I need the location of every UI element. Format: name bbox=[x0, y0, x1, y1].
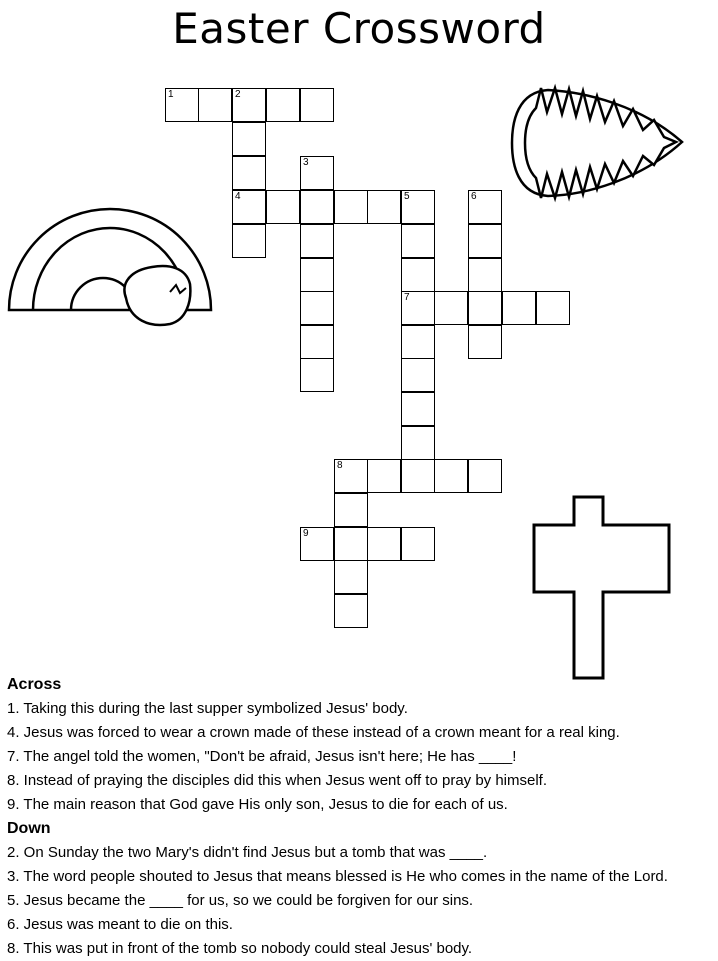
crossword-cell[interactable] bbox=[232, 122, 266, 156]
crossword-cell[interactable] bbox=[300, 258, 334, 292]
crossword-cell[interactable] bbox=[434, 459, 468, 493]
crossword-cell[interactable] bbox=[468, 258, 502, 292]
across-heading: Across bbox=[7, 676, 62, 693]
crossword-cell[interactable] bbox=[401, 224, 435, 258]
crossword-cell[interactable] bbox=[334, 493, 368, 527]
crossword-cell[interactable] bbox=[300, 190, 334, 224]
crossword-cell[interactable] bbox=[367, 190, 401, 224]
crossword-cell[interactable] bbox=[198, 88, 232, 122]
down-heading: Down bbox=[7, 820, 51, 837]
crossword-cell[interactable] bbox=[266, 88, 300, 122]
crossword-cell[interactable] bbox=[165, 88, 199, 122]
crossword-cell[interactable] bbox=[401, 291, 435, 325]
across-clue: 1. Taking this during the last supper symbolized Jesus' body. bbox=[7, 700, 408, 717]
crossword-cell[interactable] bbox=[367, 459, 401, 493]
crossword-cell[interactable] bbox=[300, 291, 334, 325]
crossword-cell[interactable] bbox=[401, 426, 435, 460]
crossword-cell[interactable] bbox=[334, 560, 368, 594]
crossword-cell[interactable] bbox=[502, 291, 536, 325]
crossword-cell[interactable] bbox=[232, 88, 266, 122]
crossword-cell[interactable] bbox=[536, 291, 570, 325]
crossword-cell[interactable] bbox=[300, 527, 334, 561]
tomb-icon bbox=[9, 209, 211, 325]
clue-number: 2 bbox=[235, 89, 241, 100]
clue-number: 3 bbox=[303, 157, 309, 168]
clue-number: 7 bbox=[404, 292, 410, 303]
down-clue: 5. Jesus became the ____ for us, so we could be forgiven for our sins. bbox=[7, 892, 474, 909]
crossword-cell[interactable] bbox=[232, 156, 266, 190]
clue-number: 8 bbox=[337, 460, 343, 471]
crossword-cell[interactable] bbox=[468, 190, 502, 224]
crossword-cell[interactable] bbox=[434, 291, 468, 325]
crossword-cell[interactable] bbox=[401, 258, 435, 292]
crossword-cell[interactable] bbox=[468, 291, 502, 325]
crossword-cell[interactable] bbox=[300, 358, 334, 392]
across-clue: 9. The main reason that God gave His only son, Jesus to die for each of us. bbox=[7, 796, 508, 813]
crossword-cell[interactable] bbox=[266, 190, 300, 224]
crossword-cell[interactable] bbox=[300, 325, 334, 359]
crossword-cell[interactable] bbox=[401, 325, 435, 359]
crossword-cell[interactable] bbox=[300, 156, 334, 190]
crossword-cell[interactable] bbox=[468, 325, 502, 359]
clue-number: 4 bbox=[235, 191, 241, 202]
crossword-cell[interactable] bbox=[334, 459, 368, 493]
crossword-cell[interactable] bbox=[232, 224, 266, 258]
crossword-cell[interactable] bbox=[468, 224, 502, 258]
crossword-cell[interactable] bbox=[468, 459, 502, 493]
across-clue: 4. Jesus was forced to wear a crown made of these instead of a crown meant for a real king. bbox=[7, 724, 620, 741]
crossword-cell[interactable] bbox=[401, 392, 435, 426]
cross-icon bbox=[534, 497, 669, 678]
crossword-cell[interactable] bbox=[232, 190, 266, 224]
down-clue: 8. This was put in front of the tomb so nobody could steal Jesus' body. bbox=[7, 940, 473, 957]
down-clue: 2. On Sunday the two Mary's didn't find Jesus but a tomb that was ____. bbox=[7, 844, 488, 861]
clue-number: 6 bbox=[471, 191, 477, 202]
across-clue: 7. The angel told the women, "Don't be afraid, Jesus isn't here; He has ____! bbox=[7, 748, 517, 765]
clue-number: 9 bbox=[303, 528, 309, 539]
crossword-cell[interactable] bbox=[300, 224, 334, 258]
clue-number: 1 bbox=[168, 89, 174, 100]
crossword-cell[interactable] bbox=[334, 190, 368, 224]
crossword-cell[interactable] bbox=[334, 527, 368, 561]
clue-list bbox=[7, 673, 718, 961]
crossword-cell[interactable] bbox=[401, 190, 435, 224]
crossword-cell[interactable] bbox=[367, 527, 401, 561]
down-clue: 3. The word people shouted to Jesus that means blessed is He who comes in the name of the Lord. bbox=[7, 868, 668, 885]
across-clue: 8. Instead of praying the disciples did this when Jesus went off to pray by himself. bbox=[7, 772, 548, 789]
down-clue: 6. Jesus was meant to die on this. bbox=[7, 916, 233, 933]
crossword-cell[interactable] bbox=[300, 88, 334, 122]
crossword-cell[interactable] bbox=[334, 594, 368, 628]
crossword-cell[interactable] bbox=[401, 459, 435, 493]
clue-number: 5 bbox=[404, 191, 410, 202]
crown-of-thorns-icon bbox=[512, 88, 682, 198]
crossword-cell[interactable] bbox=[401, 527, 435, 561]
crossword-cell[interactable] bbox=[401, 358, 435, 392]
page-title: Easter Crossword bbox=[172, 4, 546, 53]
